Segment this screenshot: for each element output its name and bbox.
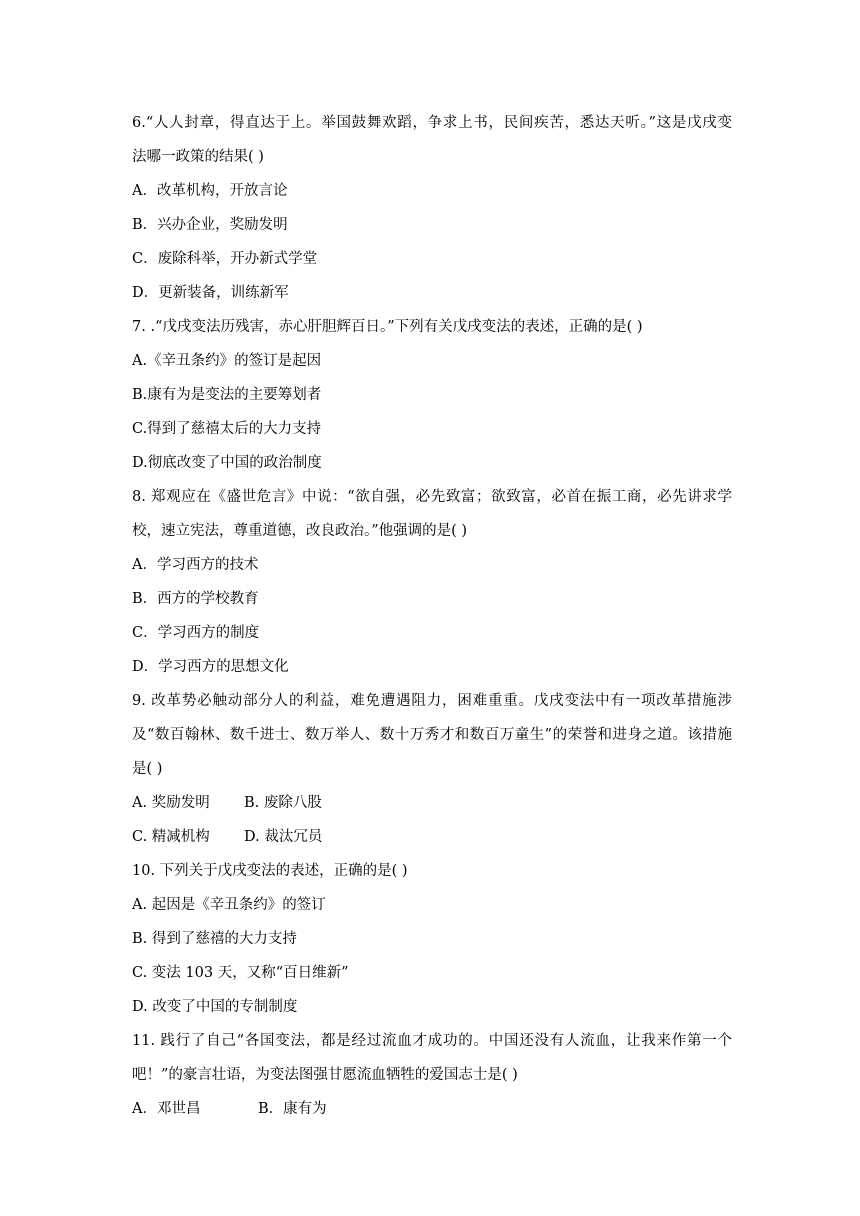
- option-row: [132, 1094, 732, 1128]
- option-b: B.康有为是变法的主要筹划者: [132, 387, 322, 403]
- option-c: C．学习西方的制度: [132, 625, 260, 641]
- option-c: C.得到了慈禧太后的大力支持: [132, 421, 322, 437]
- option-b: B．康有为: [258, 1101, 327, 1117]
- option-c: C．废除科举，开办新式学堂: [132, 251, 318, 267]
- question-stem-line: 10. 下列关于戊戌变法的表述，正确的是( ): [132, 863, 408, 879]
- question-stem-line: 法哪一政策的结果( ): [132, 149, 264, 165]
- option-d: D. 改变了中国的专制制度: [132, 999, 298, 1015]
- question-10: [132, 856, 732, 1026]
- option-a: A．学习西方的技术: [132, 557, 259, 573]
- option-d: D．学习西方的思想文化: [132, 659, 289, 675]
- question-7: [132, 312, 732, 482]
- question-stem-line: 校，速立宪法，尊重道德，改良政治。”他强调的是( ): [132, 523, 468, 539]
- option-b: B．西方的学校教育: [132, 591, 259, 607]
- question-stem-line: 6.“人人封章，得直达于上。举国鼓舞欢蹈，争求上书，民间疾苦，悉达天听。”这是戊戌变: [132, 115, 732, 131]
- question-8: [132, 482, 732, 686]
- option-row: [132, 822, 732, 856]
- question-list: [132, 108, 732, 1128]
- option-b: B. 废除八股: [244, 795, 322, 811]
- question-stem-line: 8. 郑观应在《盛世危言》中说：“欲自强，必先致富；欲致富，必首在振工商，必先讲求学: [132, 489, 732, 505]
- question-11: [132, 1026, 732, 1128]
- option-a: A．改革机构，开放言论: [132, 183, 288, 199]
- question-9: [132, 686, 732, 856]
- question-stem-line: 是( ): [132, 761, 163, 777]
- question-stem-line: 11. 践行了自己“各国变法，都是经过流血才成功的。中国还没有人流血，让我来作第一个: [132, 1033, 732, 1049]
- option-a: A. 奖励发明: [132, 795, 210, 811]
- question-stem-line: 吧！”的豪言壮语，为变法图强甘愿流血牺牲的爱国志士是( ): [132, 1067, 518, 1083]
- option-row: [132, 788, 732, 822]
- option-d: D. 裁汰冗员: [244, 829, 323, 845]
- option-a: A．邓世昌: [132, 1101, 201, 1117]
- option-a: A. 起因是《辛丑条约》的签订: [132, 897, 326, 913]
- option-d: D.彻底改变了中国的政治制度: [132, 455, 322, 471]
- question-stem-line: 7. .“戊戌变法历残害，赤心肝胆辉百日。”下列有关戊戌变法的表述，正确的是( ): [132, 319, 643, 335]
- question-6: [132, 108, 732, 312]
- option-b: B. 得到了慈禧的大力支持: [132, 931, 297, 947]
- option-a: A.《辛丑条约》的签订是起因: [132, 353, 322, 369]
- question-stem-line: 9. 改革势必触动部分人的利益，难免遭遇阻力，困难重重。戊戌变法中有一项改革措施涉: [132, 693, 732, 709]
- option-c: C. 精减机构: [132, 829, 210, 845]
- option-d: D．更新装备，训练新军: [132, 285, 289, 301]
- option-b: B．兴办企业，奖励发明: [132, 217, 288, 233]
- option-c: C. 变法 103 天，又称“百日维新”: [132, 965, 349, 981]
- question-stem-line: 及“数百翰林、数千进士、数万举人、数十万秀才和数百万童生”的荣誉和进身之道。该措施: [132, 727, 732, 743]
